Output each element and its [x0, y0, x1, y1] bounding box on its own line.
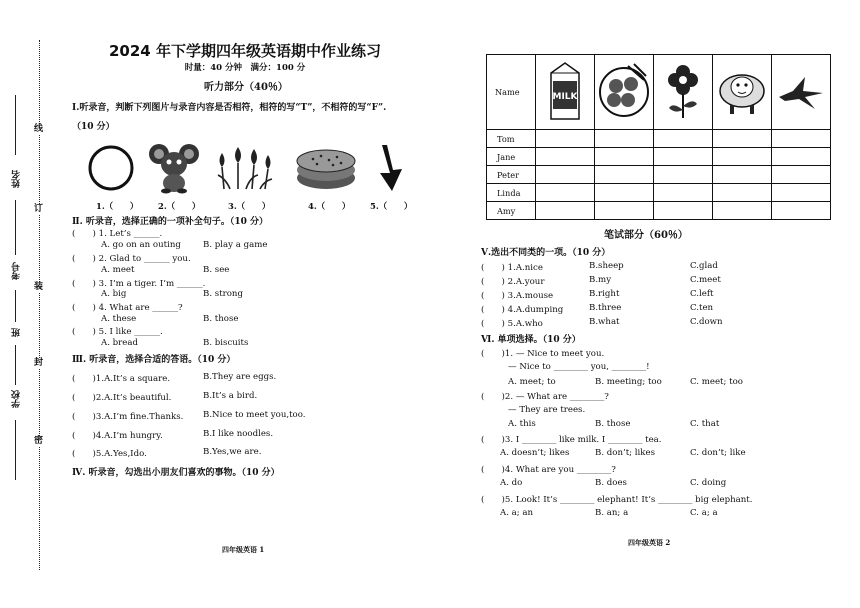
table-cell[interactable] — [536, 130, 595, 148]
table-cell[interactable] — [772, 148, 831, 166]
section1-item-4[interactable]: 4.（ ） — [308, 201, 351, 211]
time-limit: 时量：40 分钟 满分：100 分 — [184, 63, 306, 73]
table-name-linda: Linda — [487, 184, 536, 202]
milk-carton-icon — [545, 61, 585, 121]
s2-q4[interactable]: ( ) 4. What are ______? — [72, 303, 183, 313]
sheep-icon — [716, 65, 768, 117]
section1-item-3[interactable]: 3.（ ） — [228, 201, 271, 211]
seal-char-line: 线 — [34, 124, 44, 134]
table-cell[interactable] — [713, 148, 772, 166]
section2-instruction: Ⅱ. 听录音，选择正确的一项补全句子。（10 分） — [72, 217, 269, 227]
s5-row3-c: C.left — [690, 289, 714, 299]
s3-row2-left[interactable]: ( )2.A.It’s beautiful. — [72, 393, 172, 403]
seal-char-bind: 装 — [34, 282, 44, 292]
s3-row3-right: B.Nice to meet you,too. — [203, 410, 306, 420]
mouse-picture — [148, 140, 200, 194]
s6-q3-opt-a: A. doesn’t; likes — [500, 448, 570, 458]
s6-q1[interactable]: ( )1. — Nice to meet you. — [481, 349, 605, 359]
seal-char-seal: 封 — [34, 358, 44, 368]
table-cell[interactable] — [536, 202, 595, 220]
s6-q2-opt-a: A. this — [508, 419, 536, 429]
s6-q1-line2: — Nice to ________ you, ________! — [508, 362, 650, 372]
seal-char-secret: 密 — [34, 436, 44, 446]
s5-row3-a[interactable]: ( ) 3.A.mouse — [481, 291, 554, 301]
section6-instruction: Ⅵ. 单项选择。（10 分） — [481, 335, 581, 345]
circle-picture — [88, 143, 134, 193]
class-underline — [15, 290, 16, 322]
written-part-heading: 笔试部分（60％） — [604, 230, 688, 241]
s2-q2-b: B. see — [203, 265, 230, 275]
number-underline — [15, 200, 16, 255]
table-cell[interactable] — [654, 148, 713, 166]
s2-q2-a: A. meet — [101, 265, 135, 275]
s3-row2-right: B.It’s a bird. — [203, 391, 258, 401]
s6-q5[interactable]: ( )5. Look! It’s ________ elephant! It’s ________ big elephant. — [481, 495, 753, 505]
s5-row5-a[interactable]: ( ) 5.A.who — [481, 319, 543, 329]
table-name-jane: Jane — [487, 148, 536, 166]
section3-instruction: Ⅲ. 听录音，选择合适的答语。（10 分） — [72, 355, 236, 365]
s2-q5-b: B. biscuits — [203, 338, 249, 348]
sheep-column-header — [713, 55, 772, 130]
s3-row5-left[interactable]: ( )5.A.Yes,Ido. — [72, 449, 147, 459]
flower-icon — [663, 62, 703, 120]
s3-row4-right: B.I like noodles. — [203, 429, 274, 439]
flower-column-header — [654, 55, 713, 130]
table-cell[interactable] — [654, 130, 713, 148]
s6-q2-line2: — They are trees. — [508, 405, 586, 415]
s2-q3[interactable]: ( ) 3. I’m a tiger. I’m ______. — [72, 279, 206, 289]
page-footer-2: 四年级英语 2 — [628, 538, 671, 547]
table-cell[interactable] — [595, 184, 654, 202]
s3-row4-left[interactable]: ( )4.A.I’m hungry. — [72, 431, 163, 441]
section1-item-1[interactable]: 1.（ ） — [96, 201, 139, 211]
table-cell[interactable] — [595, 166, 654, 184]
table-cell[interactable] — [713, 130, 772, 148]
table-cell[interactable] — [654, 202, 713, 220]
class-label: 班 — [12, 328, 22, 337]
binding-dotted-line — [39, 40, 40, 570]
tulips-picture — [210, 143, 280, 193]
name-underline — [15, 95, 16, 155]
s2-q4-b: B. those — [203, 314, 239, 324]
listening-part-heading: 听力部分（40％） — [204, 82, 288, 93]
s6-q2[interactable]: ( )2. — What are ________? — [481, 392, 609, 402]
table-name-peter: Peter — [487, 166, 536, 184]
s6-q3-opt-c: C. don’t; like — [690, 448, 746, 458]
s2-q2[interactable]: ( ) 2. Glad to ______ you. — [72, 254, 191, 264]
s6-q4-opt-b: B. does — [595, 478, 627, 488]
s6-q3[interactable]: ( )3. I ________ like milk. I ________ tea. — [481, 435, 662, 445]
svg-text:MILK: MILK — [552, 92, 578, 102]
table-cell[interactable] — [595, 202, 654, 220]
s2-q5-a: A. bread — [101, 338, 138, 348]
s5-row2-c: C.meet — [690, 275, 721, 285]
table-cell[interactable] — [595, 130, 654, 148]
s2-q3-a: A. big — [101, 289, 127, 299]
table-name-tom: Tom — [487, 130, 536, 148]
bird-column-header — [772, 55, 831, 130]
s2-q1-b: B. play a game — [203, 240, 268, 250]
s6-q3-opt-b: B. don’t; likes — [595, 448, 656, 458]
s2-q5[interactable]: ( ) 5. I like ______. — [72, 327, 163, 337]
section5-instruction: Ⅴ.选出不同类的一项。（10 分） — [481, 248, 611, 258]
section1-item-5[interactable]: 5.（ ） — [370, 201, 413, 211]
bird-icon — [775, 71, 827, 111]
dumplings-column-header — [595, 55, 654, 130]
table-cell[interactable] — [772, 202, 831, 220]
s6-q1-opt-c: C. meet; too — [690, 377, 743, 387]
table-cell[interactable] — [654, 166, 713, 184]
s3-row1-left[interactable]: ( )1.A.It’s a square. — [72, 374, 171, 384]
s5-row4-b: B.three — [589, 303, 622, 313]
table-cell[interactable] — [654, 184, 713, 202]
section4-instruction: Ⅳ. 听录音，勾选出小朋友们喜欢的事物。（10 分） — [72, 468, 280, 478]
likes-table — [486, 54, 831, 220]
page-title: 2024 年下学期四年级英语期中作业练习 — [109, 42, 381, 60]
seal-char-order: 订 — [34, 204, 44, 214]
table-header-name: Name — [487, 55, 536, 130]
table-cell[interactable] — [595, 148, 654, 166]
table-cell[interactable] — [772, 166, 831, 184]
s6-q1-opt-b: B. meeting; too — [595, 377, 662, 387]
s5-row5-b: B.what — [589, 317, 620, 327]
s5-row3-b: B.right — [589, 289, 620, 299]
table-cell[interactable] — [713, 202, 772, 220]
table-cell[interactable] — [536, 166, 595, 184]
section1-score: （10 分） — [72, 122, 115, 132]
s5-row4-a[interactable]: ( ) 4.A.dumping — [481, 305, 564, 315]
s6-q1-opt-a: A. meet; to — [508, 377, 556, 387]
s5-row5-c: C.down — [690, 317, 723, 327]
table-name-amy: Amy — [487, 202, 536, 220]
table-cell[interactable] — [772, 184, 831, 202]
section1-item-2[interactable]: 2.（ ） — [158, 201, 201, 211]
table-cell[interactable] — [536, 184, 595, 202]
s2-q1-a: A. go on an outing — [101, 240, 181, 250]
s3-row5-right: B.Yes,we are. — [203, 447, 262, 457]
milk-column-header — [536, 55, 595, 130]
s3-row3-left[interactable]: ( )3.A.I’m fine.Thanks. — [72, 412, 184, 422]
table-cell[interactable] — [713, 166, 772, 184]
table-cell[interactable] — [536, 148, 595, 166]
s6-q2-opt-b: B. those — [595, 419, 631, 429]
school-label: 学校 — [12, 390, 22, 408]
s6-q2-opt-c: C. that — [690, 419, 720, 429]
dumplings-icon — [598, 62, 650, 120]
down-arrow-picture — [377, 143, 405, 193]
s6-q4[interactable]: ( )4. What are you ________? — [481, 465, 616, 475]
s5-row1-c: C.glad — [690, 261, 718, 271]
school-underline — [15, 345, 16, 385]
number-label: 考号 — [12, 262, 22, 280]
s5-row2-b: B.my — [589, 275, 612, 285]
s2-q3-b: B. strong — [203, 289, 243, 299]
s5-row1-a[interactable]: ( ) 1.A.nice — [481, 263, 543, 273]
table-cell[interactable] — [713, 184, 772, 202]
s6-q4-opt-c: C. doing — [690, 478, 727, 488]
s2-q4-a: A. these — [101, 314, 137, 324]
section1-instruction: Ⅰ.听录音，判断下列图片与录音内容是否相符，相符的写“T”，不相符的写“F”. — [72, 103, 387, 113]
s5-row2-a[interactable]: ( ) 2.A.your — [481, 277, 545, 287]
s3-row1-right: B.They are eggs. — [203, 372, 277, 382]
s6-q5-opt-c: C. a; a — [690, 508, 718, 518]
table-cell[interactable] — [772, 130, 831, 148]
page-footer-1: 四年级英语 1 — [222, 545, 265, 554]
s6-q5-opt-a: A. a; an — [500, 508, 534, 518]
s6-q5-opt-b: B. an; a — [595, 508, 629, 518]
s6-q4-opt-a: A. do — [500, 478, 523, 488]
biscuits-picture — [295, 144, 357, 194]
name-label: 姓名 — [12, 170, 22, 188]
s5-row4-c: C.ten — [690, 303, 714, 313]
s5-row1-b: B.sheep — [589, 261, 624, 271]
school-underline-2 — [15, 420, 16, 480]
s2-q1[interactable]: ( ) 1. Let’s ______. — [72, 229, 163, 239]
